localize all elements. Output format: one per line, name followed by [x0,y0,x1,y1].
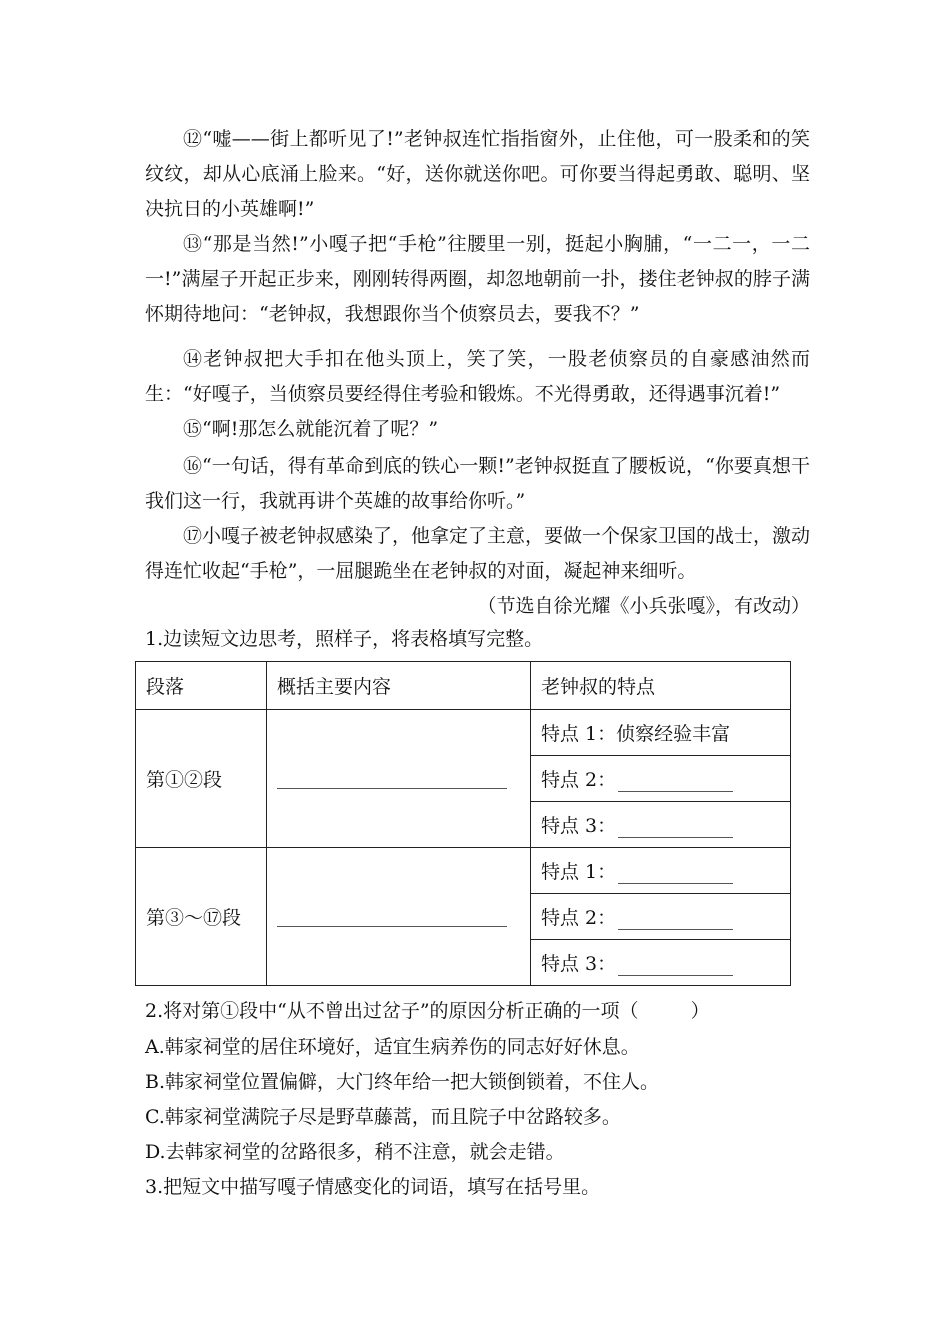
trait-cell [531,756,791,802]
trait-blank[interactable] [618,865,733,884]
section-label: 第①②段 [136,710,267,848]
summary-cell [267,710,531,848]
trait-label: 特点 2： [541,907,617,929]
trait-cell [531,802,791,848]
table-row [136,848,791,894]
answer-table [135,661,791,986]
option-a: A.韩家祠堂的居住环境好，适宜生病养伤的同志好好休息。 [145,1036,640,1058]
trait-blank[interactable] [618,957,733,976]
trait-label: 特点 1： [541,861,617,883]
trait-cell [531,940,791,986]
trait-blank[interactable] [618,773,733,792]
paragraph-17: ⑰小嘎子被老钟叔感染了，他拿定了主意，要做一个保家卫国的战士，激动得连忙收起“手枪”，一屈腿跪坐在老钟叔的对面，凝起神来细听。 [145,525,811,582]
paragraph-14: ⑭老钟叔把大手扣在他头顶上，笑了笑，一股老侦察员的自豪感油然而生：“好嘎子，当侦察员要经得住考验和锻炼。不光得勇敢，还得遇事沉着!” [145,348,810,405]
trait-cell [531,710,791,756]
question-2-prompt [145,997,810,1025]
trait-cell [531,848,791,894]
trait-label: 特点 3： [541,953,617,975]
header-traits: 老钟叔的特点 [531,662,791,710]
header-summary: 概括主要内容 [267,662,531,710]
header-section: 段落 [136,662,267,710]
section-label: 第③～⑰段 [136,848,267,986]
summary-cell [267,848,531,986]
trait-label: 特点 2： [541,769,617,791]
question-2-close: ） [690,1000,710,1022]
trait-cell [531,894,791,940]
table-row [136,710,791,756]
question-1-prompt: 1.边读短文边思考，照样子，将表格填写完整。 [145,628,544,650]
trait-blank[interactable] [618,819,733,838]
option-d: D.去韩家祠堂的岔路很多，稍不注意，就会走错。 [145,1141,565,1163]
trait-blank[interactable] [618,911,733,930]
paragraph-15: ⑮“啊!那怎么就能沉着了呢？” [183,418,439,440]
trait-label: 特点 3： [541,815,617,837]
trait-text: 特点 1：侦察经验丰富 [541,723,731,745]
option-c: C.韩家祠堂满院子尽是野草藤蒿，而且院子中岔路较多。 [145,1106,621,1128]
paragraph-13: ⑬“那是当然!”小嘎子把“手枪”往腰里一别，挺起小胸脯，“一二一，一二一!”满屋子开起正步来，刚刚转得两圈，却忽地朝前一扑，搂住老钟叔的脖子满怀期待地问：“老钟叔，我想跟你当个侦察员去，要我不？” [145,233,810,325]
question-3-prompt: 3.把短文中描写嘎子情感变化的词语，填写在括号里。 [145,1176,601,1198]
question-2-text: 2.将对第①段中“从不曾出过岔子”的原因分析正确的一项（ [145,1000,639,1022]
table-header-row [136,662,791,710]
paragraph-16: ⑯“一句话，得有革命到底的铁心一颗!”老钟叔挺直了腰板说，“你要真想干我们这一行，我就再讲个英雄的故事给你听。” [145,455,810,512]
summary-blank[interactable] [277,908,507,927]
source-citation: （节选自徐光耀《小兵张嘎》，有改动） [477,595,810,617]
paragraph-12: ⑫“嘘——街上都听见了!”老钟叔连忙指指窗外，止住他，可一股柔和的笑纹纹，却从心底涌上脸来。“好，送你就送你吧。可你要当得起勇敢、聪明、坚决抗日的小英雄啊!” [145,128,810,220]
summary-blank[interactable] [277,770,507,789]
option-b: B.韩家祠堂位置偏僻，大门终年给一把大锁倒锁着，不住人。 [145,1071,660,1093]
